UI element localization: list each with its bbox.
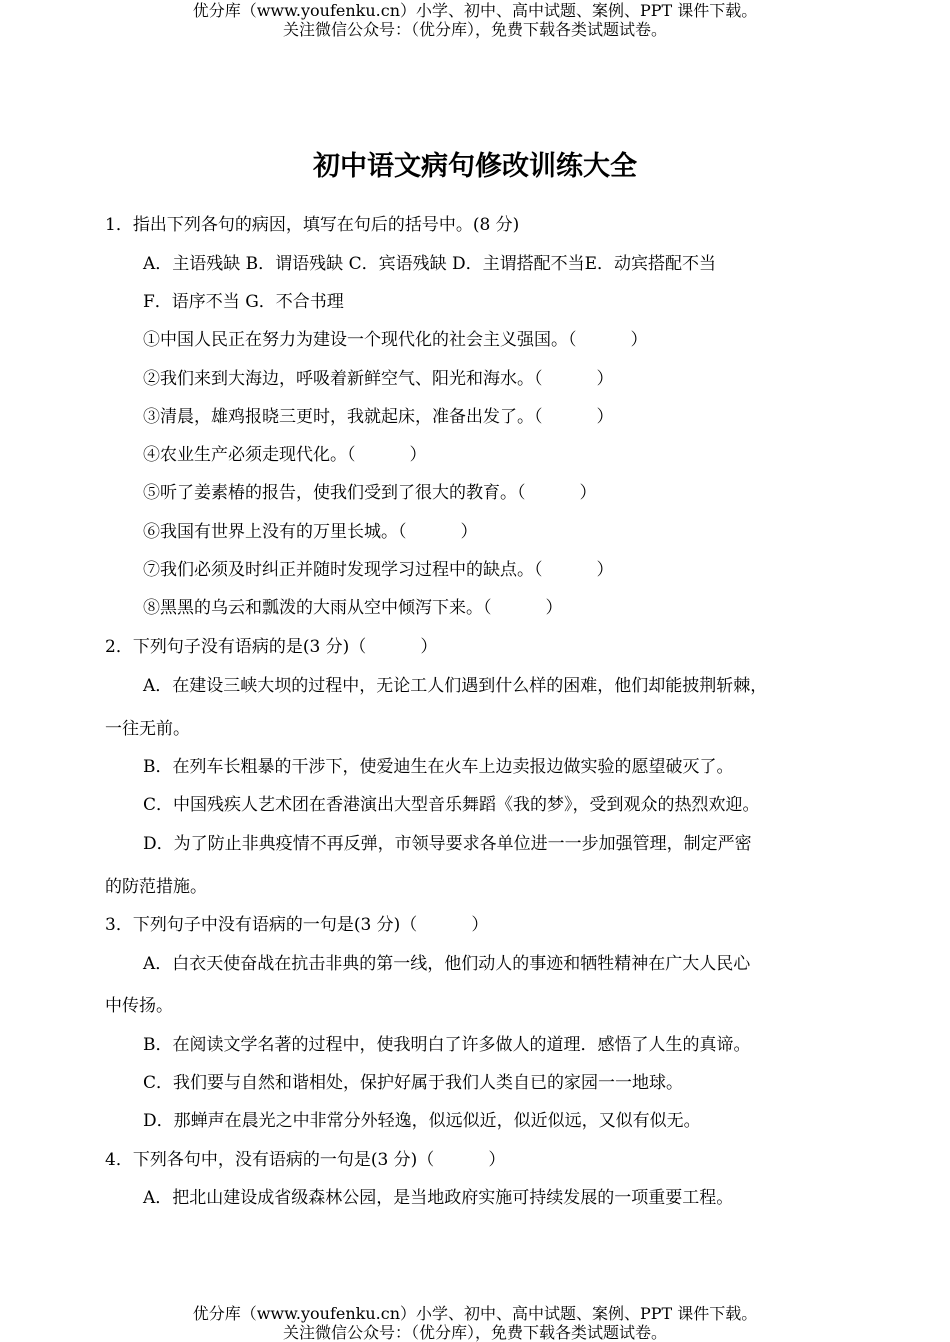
question-3-stem xyxy=(105,914,488,936)
question-2-option-c: C．中国残疾人艺术团在香港演出大型音乐舞蹈《我的梦》，受到观众的热烈欢迎。 xyxy=(143,795,760,815)
header-line-2: 关注微信公众号：（优分库），免费下载各类试题试卷。 xyxy=(282,20,667,39)
question-3-option-d: D．那蝉声在晨光之中非常分外轻逸，似远似近，似近似远，又似有似无。 xyxy=(143,1111,701,1131)
question-1-item xyxy=(143,329,648,351)
question-3-option-b: B．在阅读文学名著的过程中，使我明白了许多做人的道理．感悟了人生的真谛。 xyxy=(143,1035,751,1055)
paren-close: ） xyxy=(409,445,427,465)
question-1-item xyxy=(143,482,597,504)
paren-close: ） xyxy=(630,330,648,350)
paren-close: ） xyxy=(488,1150,506,1170)
stem-text: 3．下列句子中没有语病的一句是(3 分)（ xyxy=(105,915,418,935)
question-1-stem: 1．指出下列各句的病因，填写在句后的括号中。(8 分) xyxy=(105,215,520,235)
question-4-stem xyxy=(105,1149,505,1171)
question-3-option-c: C．我们要与自然和谐相处，保护好属于我们人类自已的家园一一地球。 xyxy=(143,1073,684,1093)
item-text: ①中国人民正在努力为建设一个现代化的社会主义强国。（ xyxy=(143,330,577,350)
question-3-option-a: A．白衣天使奋战在抗击非典的第一线，他们动人的事迹和牺牲精神在广大人民心 xyxy=(143,954,751,974)
paren-close: ） xyxy=(420,637,438,657)
question-2-option-d-continued: 的防范措施。 xyxy=(105,877,207,897)
question-2-option-d: D．为了防止非典疫情不再反弹，市领导要求各单位进一一步加强管理，制定严密 xyxy=(143,834,752,854)
question-2-option-a: A．在建设三峡大坝的过程中，无论工人们遇到什么样的困难，他们却能披荆斩棘， xyxy=(143,676,768,696)
item-text: ④农业生产必须走现代化。（ xyxy=(143,445,356,465)
paren-close: ） xyxy=(460,522,478,542)
paren-close: ） xyxy=(596,560,614,580)
page-footer xyxy=(0,1304,950,1342)
stem-text: 4．下列各句中，没有语病的一句是(3 分)（ xyxy=(105,1150,435,1170)
item-text: ⑤听了姜素椿的报告，使我们受到了很大的教育。（ xyxy=(143,483,526,503)
question-1-item xyxy=(143,597,563,619)
page-title: 初中语文病句修改训练大全 xyxy=(313,151,637,182)
footer-line-1: 优分库（www.youfenku.cn）小学、初中、高中试题、案例、PPT 课件下载。 xyxy=(192,1304,758,1323)
page-header xyxy=(0,1,950,39)
question-2-option-a-continued: 一往无前。 xyxy=(105,719,190,739)
item-text: ③清晨，雄鸡报晓三更时，我就起床，准备出发了。（ xyxy=(143,407,543,427)
header-line-1: 优分库（www.youfenku.cn）小学、初中、高中试题、案例、PPT 课件下载。 xyxy=(192,1,758,20)
question-1-item xyxy=(143,368,614,390)
paren-close: ） xyxy=(471,915,489,935)
question-1-item xyxy=(143,406,614,428)
question-4-option-a: A．把北山建设成省级森林公园，是当地政府实施可持续发展的一项重要工程。 xyxy=(143,1188,734,1208)
item-text: ⑦我们必须及时纠正并随时发现学习过程中的缺点。（ xyxy=(143,560,543,580)
footer-line-2: 关注微信公众号：（优分库），免费下载各类试题试卷。 xyxy=(282,1323,667,1342)
question-1-options-line-2: F．语序不当 G．不合书理 xyxy=(143,292,344,312)
question-3-option-a-continued: 中传扬。 xyxy=(105,996,173,1016)
paren-close: ） xyxy=(545,598,563,618)
question-2-stem xyxy=(105,636,437,658)
question-1-item xyxy=(143,444,427,466)
item-text: ⑥我国有世界上没有的万里长城。（ xyxy=(143,522,407,542)
question-2-option-b: B．在列车长粗暴的干涉下，使爱迪生在火车上边卖报边做实验的愿望破灭了。 xyxy=(143,757,734,777)
item-text: ②我们来到大海边，呼吸着新鲜空气、阳光和海水。（ xyxy=(143,369,543,389)
paren-close: ） xyxy=(596,407,614,427)
paren-close: ） xyxy=(596,369,614,389)
question-1-item xyxy=(143,559,614,581)
paren-close: ） xyxy=(579,483,597,503)
item-text: ⑧黑黑的乌云和瓢泼的大雨从空中倾泻下来。（ xyxy=(143,598,492,618)
stem-text: 2．下列句子没有语病的是(3 分)（ xyxy=(105,637,367,657)
question-1-options-line-1: A．主语残缺 B．谓语残缺 C．宾语残缺 D．主谓搭配不当E．动宾搭配不当 xyxy=(143,254,717,274)
question-1-item xyxy=(143,521,478,543)
